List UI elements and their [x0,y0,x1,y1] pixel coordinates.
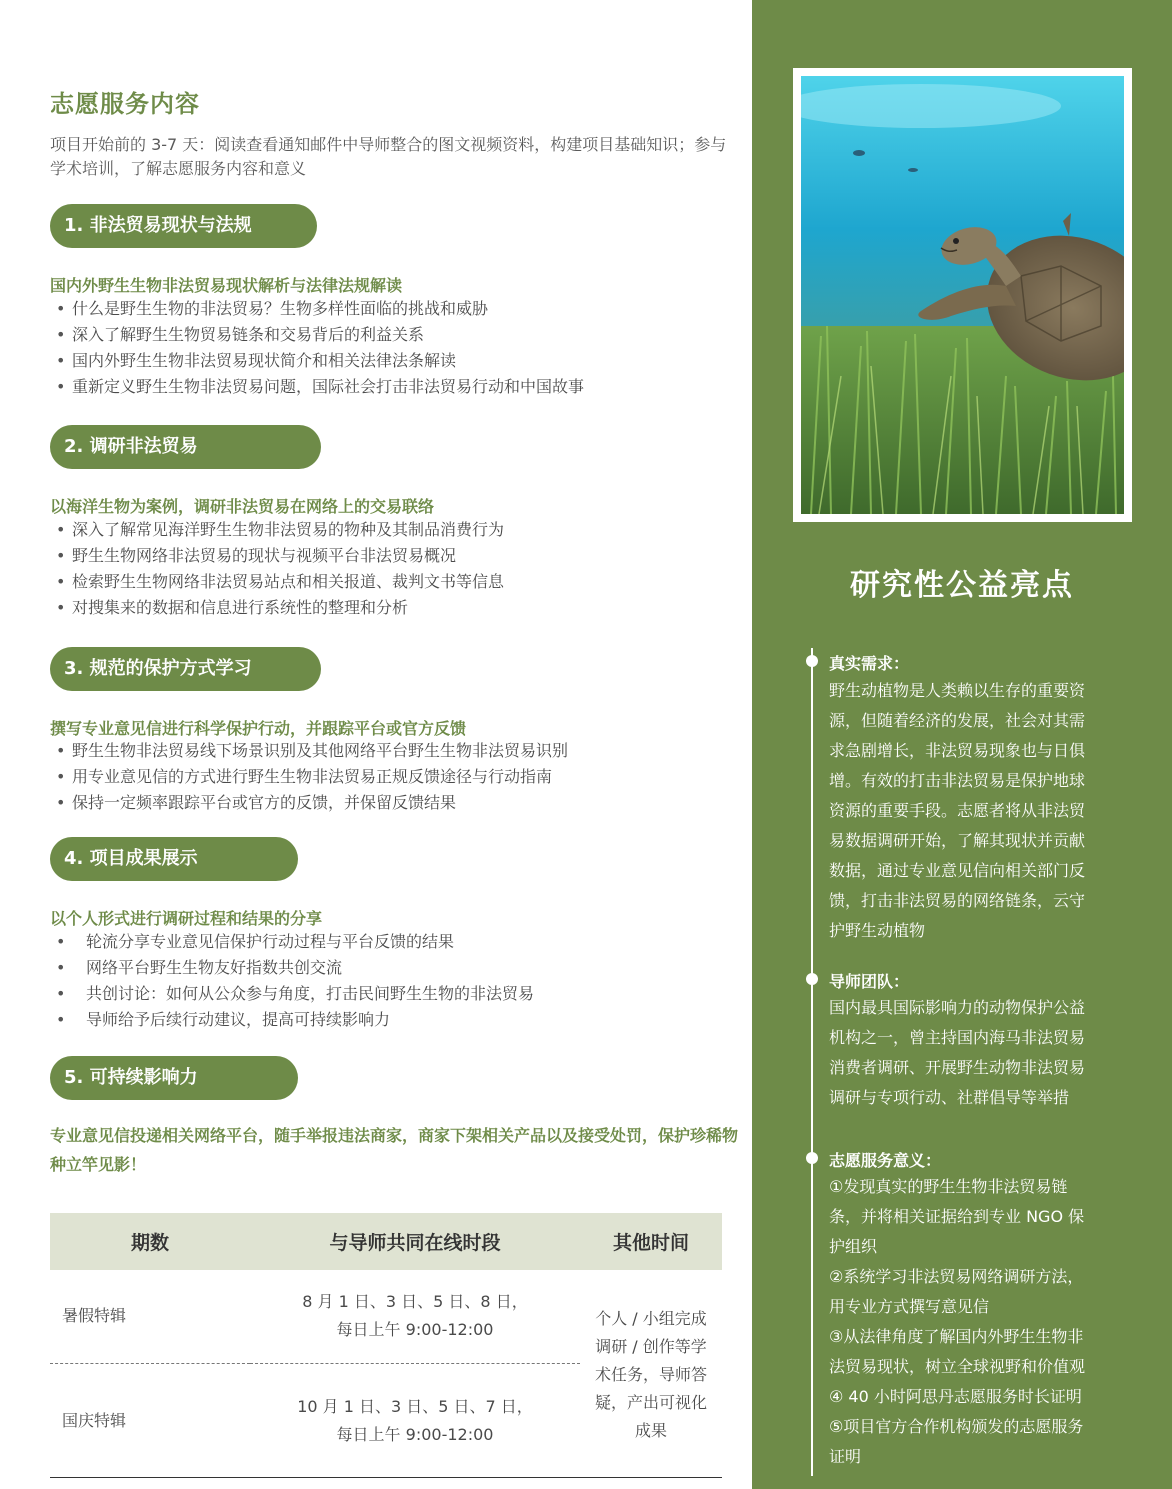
section-1-subhead: 国内外野生生物非法贸易现状解析与法律法规解读 [50,276,403,295]
highlight-3-line: 证明 [829,1447,862,1466]
list-item: • 什么是野生生物的非法贸易？生物多样性面临的挑战和威胁 [50,296,584,322]
highlight-3-line: ③从法律角度了解国内外野生生物非 [829,1327,1084,1346]
section-2-pill: 2. 调研非法贸易 [50,425,321,469]
highlight-3-line: 护组织 [829,1237,878,1256]
table-header-period: 期数 [50,1213,250,1270]
time-cell [250,1270,580,1363]
highlight-1-line: 增。有效的打击非法贸易是保护地球 [829,771,1086,790]
highlight-1-heading: 真实需求： [829,654,910,673]
section-3-pill: 3. 规范的保护方式学习 [50,647,321,691]
time-cell [250,1363,580,1479]
section-3-list [50,738,568,816]
page-title: 志愿服务内容 [50,90,200,118]
highlight-3-line: 法贸易现状，树立全球视野和价值观 [829,1357,1086,1376]
impact-text: 专业意见信投递相关网络平台，随手举报违法商家，商家下架相关产品以及接受处罚，保护珍稀物种立竿见影！ [50,1126,739,1174]
other-line: 疑，产出可视化 [594,1392,707,1412]
highlight-2-heading: 导师团队： [829,972,910,991]
other-line: 成果 [634,1420,667,1440]
highlight-2-body [829,993,1129,1113]
list-item: • 导师给予后续行动建议，提高可持续影响力 [50,1007,534,1033]
highlight-3-line: ①发现真实的野生生物非法贸易链 [829,1177,1068,1196]
highlight-3-line: 用专业方式撰写意见信 [829,1297,990,1316]
highlight-3-heading: 志愿服务意义： [829,1151,942,1170]
section-2-subhead: 以海洋生物为案例，调研非法贸易在网络上的交易联络 [50,497,435,516]
period-cell: 暑假特辑 [50,1270,250,1363]
table-header-other-time: 其他时间 [580,1213,722,1270]
other-line: 术任务，导师答 [594,1364,707,1384]
section-4-subhead: 以个人形式进行调研过程和结果的分享 [50,909,323,928]
list-item: • 对搜集来的数据和信息进行系统性的整理和分析 [50,595,504,621]
list-item: • 轮流分享专业意见信保护行动过程与平台反馈的结果 [50,929,534,955]
highlight-3-line: ④ 40 小时阿思丹志愿服务时长证明 [829,1387,1082,1406]
table-header-online-time: 与导师共同在线时段 [250,1213,580,1270]
section-5-pill: 5. 可持续影响力 [50,1056,298,1100]
highlight-2-line: 机构之一，曾主持国内海马非法贸易 [829,1028,1086,1047]
sea-turtle-illustration [801,76,1124,514]
highlight-1-line: 馈，打击非法贸易的网络链条，云守 [829,891,1086,910]
list-item: • 检索野生生物网络非法贸易站点和相关报道、裁判文书等信息 [50,569,504,595]
highlight-1-line: 野生动植物是人类赖以生存的重要资 [829,681,1086,700]
table-row [50,1270,722,1363]
highlight-1-line: 资源的重要手段。志愿者将从非法贸 [829,801,1086,820]
highlight-1-line: 易数据调研开始，了解其现状并贡献 [829,831,1086,850]
highlight-1-line: 求急剧增长，非法贸易现象也与日俱 [829,741,1086,760]
highlight-2-line: 调研与专项行动、社群倡导等举措 [829,1088,1070,1107]
list-item: • 保持一定频率跟踪平台或官方的反馈，并保留反馈结果 [50,790,568,816]
sea-turtle-photo [801,76,1124,514]
highlight-3-body [829,1172,1129,1472]
highlight-3-line: ②系统学习非法贸易网络调研方法， [829,1267,1084,1286]
list-item: • 国内外野生生物非法贸易现状简介和相关法律法条解读 [50,348,584,374]
list-item: • 野生生物非法贸易线下场景识别及其他网络平台野生生物非法贸易识别 [50,738,568,764]
highlight-2-line: 国内最具国际影响力的动物保护公益 [829,998,1086,1017]
other-time-cell [580,1270,722,1479]
timeline-dot [806,973,818,985]
timeline-dot [806,1152,818,1164]
highlight-2-line: 消费者调研、开展野生动物非法贸易 [829,1058,1086,1077]
highlight-3-line: 条，并将相关证据给到专业 NGO 保 [829,1207,1085,1226]
timeline-dot [806,655,818,667]
list-item: • 深入了解野生生物贸易链条和交易背后的利益关系 [50,322,584,348]
time-line: 每日上午 9:00-12:00 [336,1320,494,1340]
list-item: • 用专业意见信的方式进行野生生物非法贸易正规反馈途径与行动指南 [50,764,568,790]
highlight-1-body [829,676,1129,946]
schedule-table [50,1213,722,1479]
time-line: 每日上午 9:00-12:00 [336,1425,494,1445]
section-2-list [50,517,504,621]
highlight-1-line: 护野生动植物 [829,921,926,940]
timeline-line [811,648,813,1476]
list-item: • 网络平台野生生物友好指数共创交流 [50,955,534,981]
other-line: 个人 / 小组完成 [595,1308,707,1328]
section-3-subhead: 撰写专业意见信进行科学保护行动，并跟踪平台或官方反馈 [50,719,467,738]
list-item: • 共创讨论：如何从公众参与角度，打击民间野生生物的非法贸易 [50,981,534,1007]
section-1-pill: 1. 非法贸易现状与法规 [50,204,317,248]
table-bottom-rule [50,1477,722,1478]
section-4-list [50,929,534,1033]
other-line: 调研 / 创作等学 [595,1336,707,1356]
highlight-1-line: 数据，通过专业意见信向相关部门反 [829,861,1086,880]
time-line: 10 月 1 日、3 日、5 日、7 日， [297,1397,533,1417]
sidebar-title: 研究性公益亮点 [850,568,1074,603]
list-item: • 深入了解常见海洋野生生物非法贸易的物种及其制品消费行为 [50,517,504,543]
period-cell: 国庆特辑 [62,1411,127,1431]
intro-text: 项目开始前的 3-7 天：阅读查看通知邮件中导师整合的图文视频资料，构建项目基础知识；参与学术培训，了解志愿服务内容和意义 [50,135,727,178]
photo-frame [793,68,1132,522]
list-item: • 重新定义野生生物非法贸易问题，国际社会打击非法贸易行动和中国故事 [50,374,584,400]
highlight-1-line: 源，但随着经济的发展，社会对其需 [829,711,1086,730]
list-item: • 野生生物网络非法贸易的现状与视频平台非法贸易概况 [50,543,504,569]
section-1-list [50,296,584,400]
time-line: 8 月 1 日、3 日、5 日、8 日， [302,1292,528,1312]
section-4-pill: 4. 项目成果展示 [50,837,298,881]
highlight-3-line: ⑤项目官方合作机构颁发的志愿服务 [829,1417,1084,1436]
